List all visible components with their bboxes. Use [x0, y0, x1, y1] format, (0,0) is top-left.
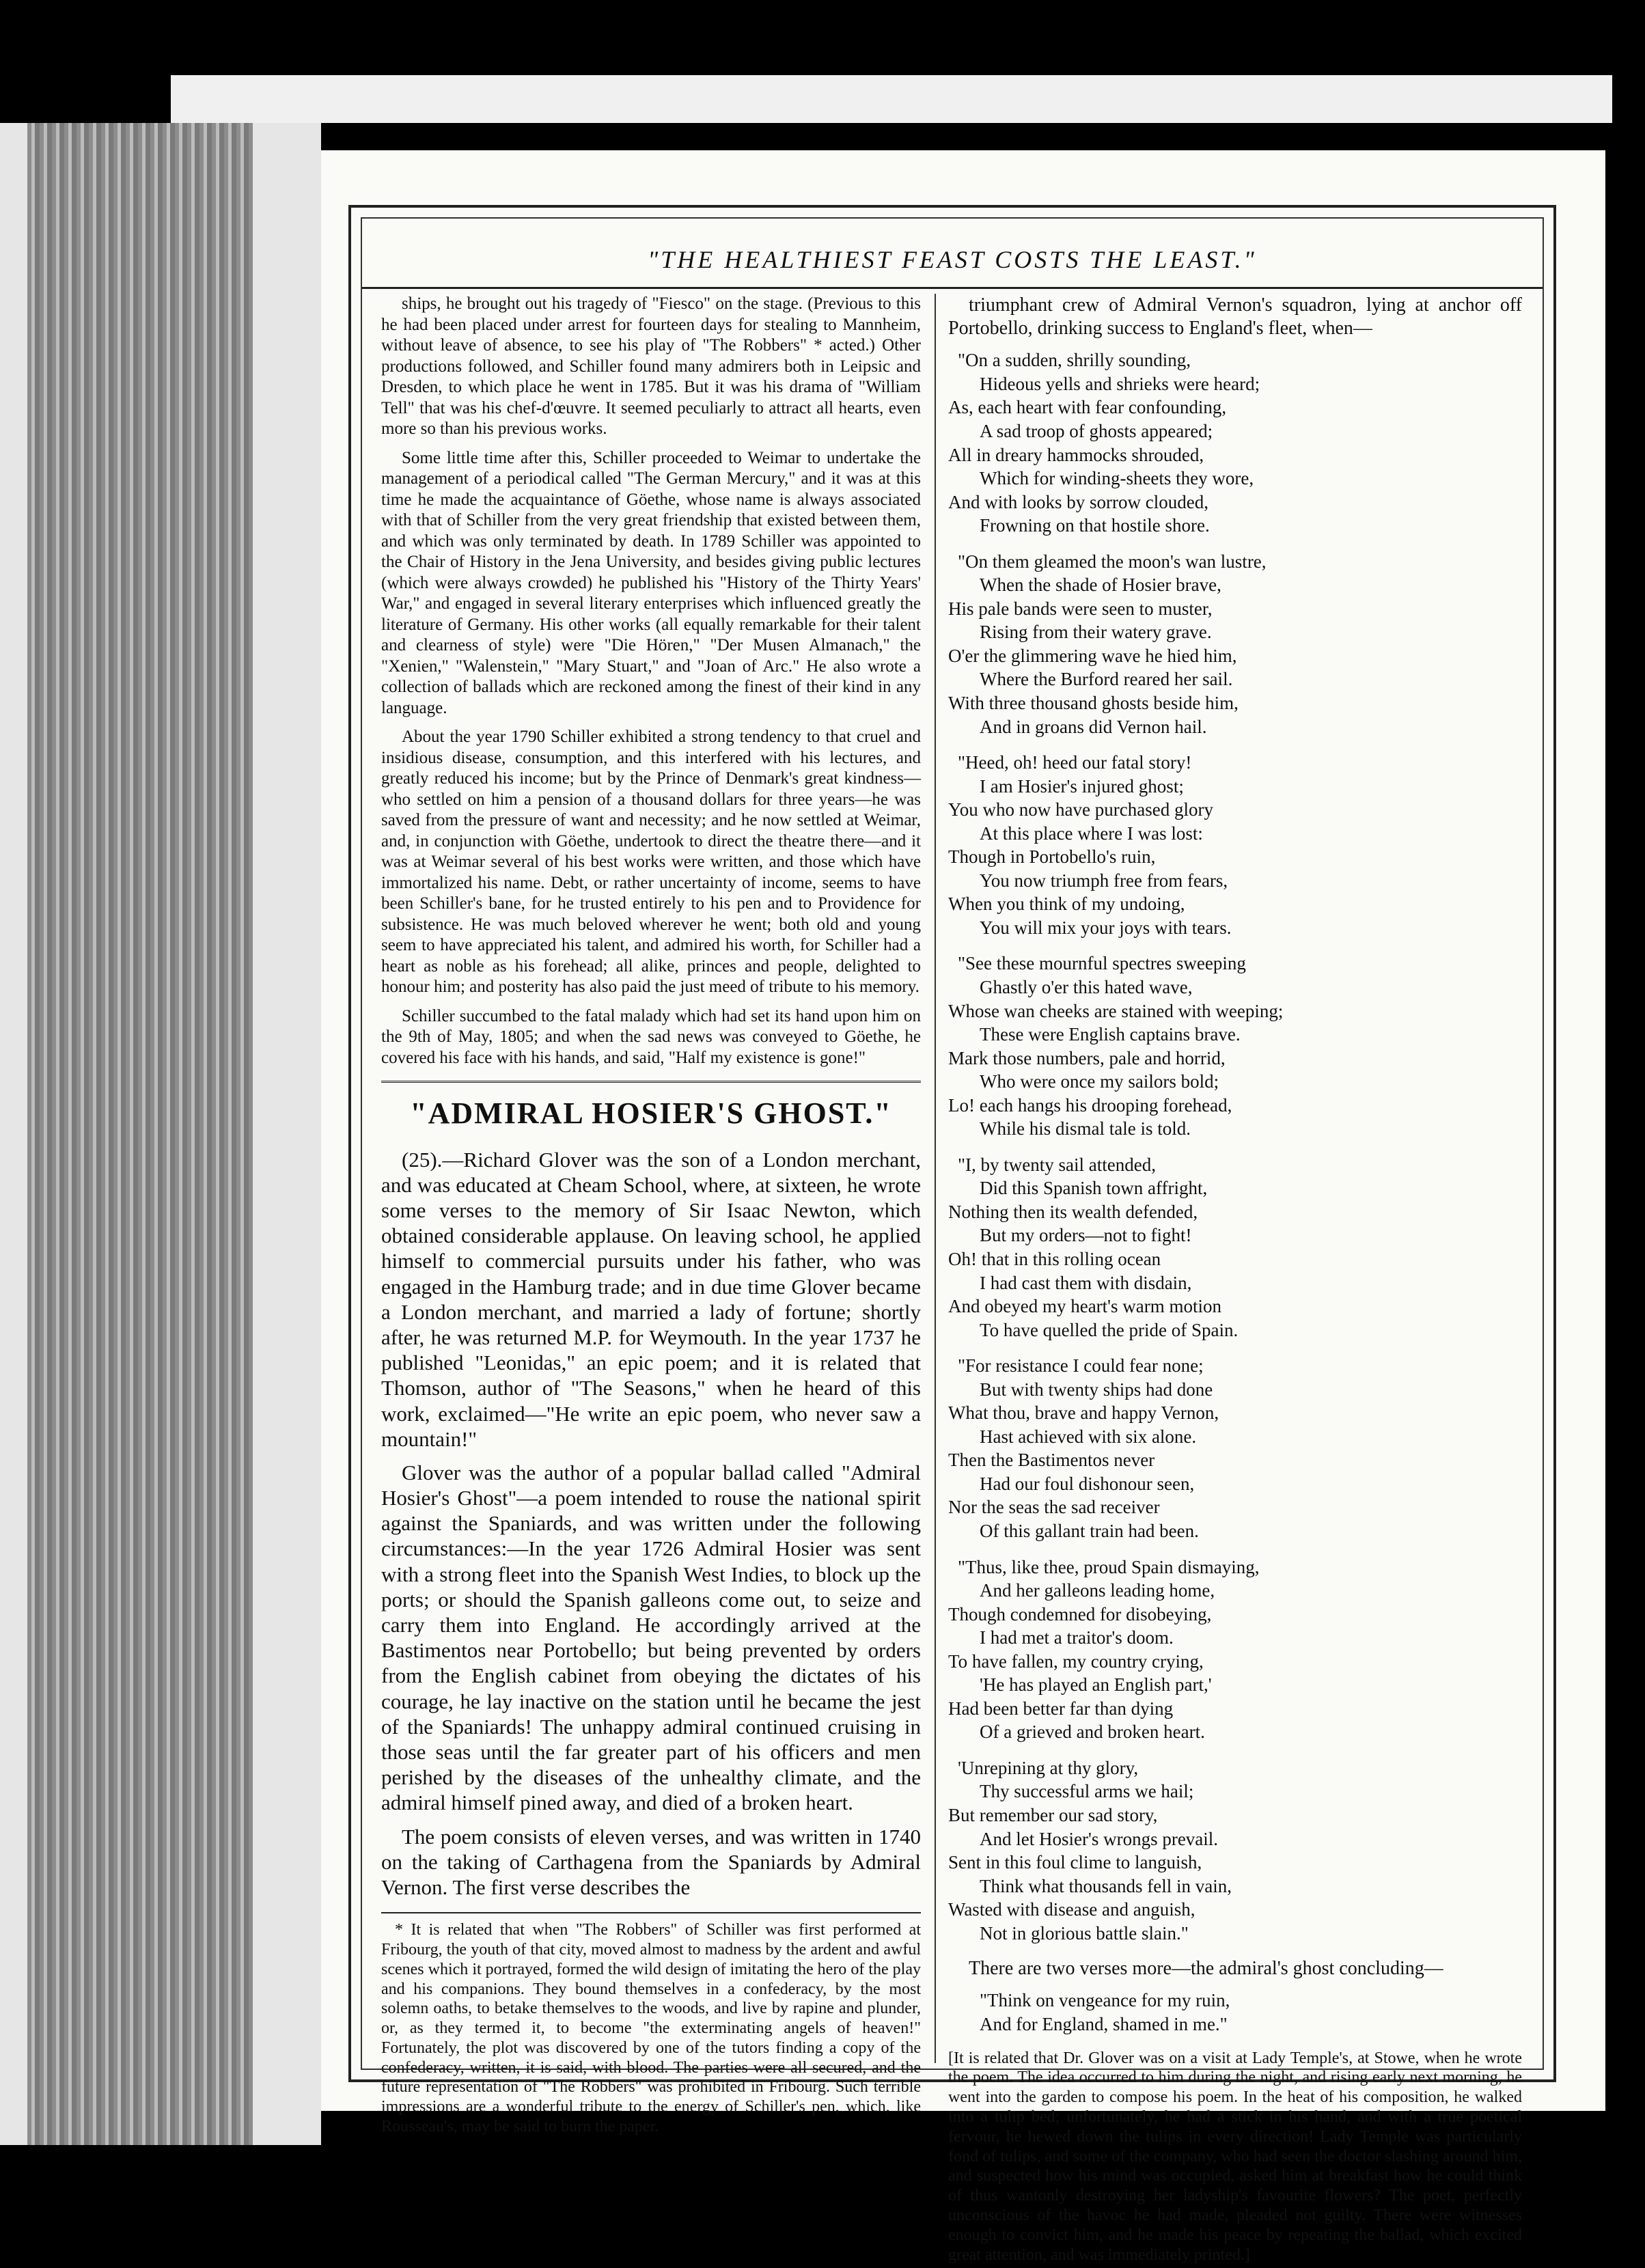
- closing-text: There are two verses more—the admiral's ghost concluding—: [969, 1958, 1443, 1980]
- verse-line: Mark those numbers, pale and horrid,: [948, 1047, 1226, 1068]
- poem: [948, 348, 1522, 1945]
- verse-line: A sad troop of ghosts appeared;: [980, 420, 1213, 441]
- verse-line: "See these mournful spectres sweeping: [958, 953, 1246, 974]
- verse-line: Hast achieved with six alone.: [980, 1426, 1197, 1447]
- column-divider: [935, 294, 936, 2063]
- verse-line: With three thousand ghosts beside him,: [948, 692, 1239, 713]
- verse-line: Where the Burford reared her sail.: [980, 669, 1233, 690]
- verse-line: "For resistance I could fear none;: [958, 1355, 1204, 1377]
- verse-line: Had our foul dishonour seen,: [980, 1473, 1195, 1494]
- section-title: "ADMIRAL HOSIER'S GHOST.": [410, 1096, 892, 1130]
- verse-line: And her galleons leading home,: [980, 1580, 1215, 1601]
- verse-line: And in groans did Vernon hail.: [980, 716, 1207, 737]
- verse-line: While his dismal tale is told.: [980, 1118, 1191, 1139]
- verse-line: Who were once my sailors bold;: [980, 1071, 1219, 1092]
- scan-top-strip: [171, 75, 1612, 123]
- verse-line: And with looks by sorrow clouded,: [948, 491, 1208, 512]
- verse-line: "On a sudden, shrilly sounding,: [958, 350, 1191, 371]
- verse-line: Though condemned for disobeying,: [948, 1603, 1212, 1624]
- stanza: [948, 550, 1522, 738]
- stanza: [948, 952, 1522, 1140]
- stanza: [948, 1354, 1522, 1543]
- paragraph: (25).—Richard Glover was the son of a London merchant, and was educated at Cheam School, where, at sixteen, he wrote some verses to the memory of Sir Isaac Newton, which obtained considerable applause. On leaving school, he applied himself to commercial pursuits under his father, who was engaged in the Hamburg trade; and in due time Glover became a London merchant, and married a lady of fortune; shortly after, he was returned M.P. for Weymouth. In the year 1737 he published "Leonidas," an epic poem; and it is related that Thomson, author of "The Seasons," when he heard of this work, exclaimed—"He write an epic poem, who never saw a mountain!": [381, 1147, 921, 1451]
- verse-line: Whose wan cheeks are stained with weeping;: [948, 1000, 1284, 1021]
- verse-line: O'er the glimmering wave he hied him,: [948, 645, 1237, 666]
- verse-line: Oh! that in this rolling ocean: [948, 1249, 1161, 1269]
- verse-line: And obeyed my heart's warm motion: [948, 1296, 1222, 1317]
- verse-line: But with twenty ships had done: [980, 1379, 1213, 1400]
- verse-line: Of this gallant train had been.: [980, 1521, 1199, 1542]
- page-frame: [348, 205, 1556, 2264]
- scan-smudge: [27, 123, 253, 2145]
- right-column: [948, 294, 1522, 2265]
- footnote-text: * It is related that when "The Robbers" of Schiller was first performed at Fribourg, the youth of that city, moved almost to madness by the ardent and awful scenes which it portrayed, formed the wild design of imitating the hero of the play and his companions. They bound themselves in a confederacy, by the most solemn oaths, to betake themselves to the woods, and live by rapine and plunder, or, as they termed it, to become "the exterminating angels of heaven!" Fortunately, the plot was discovered by one of the tutors finding a copy of the confederacy, written, it is said, with blood. The parties were all secured, and the future representation of "The Robbers" was prohibited in Fribourg. Such terrible impressions are a wonderful tribute to the energy of Schiller's pen, which, like Rousseau's, may be said to burn the paper.: [381, 1921, 921, 2136]
- schiller-section: [381, 294, 921, 1068]
- verse-line: I am Hosier's injured ghost;: [980, 775, 1184, 797]
- verse-line: His pale bands were seen to muster,: [948, 598, 1213, 619]
- verse-line: Then the Bastimentos never: [948, 1450, 1155, 1471]
- verse-line: Of a grieved and broken heart.: [980, 1721, 1205, 1743]
- verse-line: When the shade of Hosier brave,: [980, 575, 1221, 596]
- verse-line: Which for winding-sheets they wore,: [980, 468, 1254, 489]
- verse-line: Rising from their watery grave.: [980, 622, 1212, 643]
- verse-line: Hideous yells and shrieks were heard;: [980, 373, 1260, 394]
- verse-line: I had met a traitor's doom.: [980, 1627, 1174, 1648]
- verse-line: Think what thousands fell in vain,: [980, 1875, 1232, 1896]
- footnote: [381, 1912, 921, 2137]
- hosier-section: [381, 1147, 921, 1900]
- verse-line: Sent in this foul clime to languish,: [948, 1852, 1202, 1873]
- verse-line: Ghastly o'er this hated wave,: [980, 976, 1193, 997]
- left-column: [381, 294, 921, 2145]
- verse-line: When you think of my undoing,: [948, 894, 1185, 915]
- stanza: [948, 751, 1522, 939]
- verse-line: "I, by twenty sail attended,: [958, 1154, 1156, 1175]
- verse-line: And let Hosier's wrongs prevail.: [980, 1828, 1219, 1849]
- stanza: [948, 1555, 1522, 1744]
- running-header: "THE HEALTHIEST FEAST COSTS THE LEAST.": [362, 232, 1543, 289]
- verse-line: Nor the seas the sad receiver: [948, 1497, 1160, 1518]
- verse-line: Nothing then its wealth defended,: [948, 1201, 1198, 1222]
- closing-verse: [948, 1989, 1522, 2036]
- stanza: [948, 1153, 1522, 1342]
- verse-line: What thou, brave and happy Vernon,: [948, 1402, 1219, 1424]
- verse-line: You will mix your joys with tears.: [980, 917, 1232, 938]
- verse-line: "Think on vengeance for my ruin,: [980, 1990, 1230, 2011]
- verse-line: At this place where I was lost:: [980, 822, 1203, 844]
- verse-line: Though in Portobello's ruin,: [948, 846, 1156, 868]
- verse-line: Frowning on that hostile shore.: [980, 515, 1210, 536]
- verse-line: I had cast them with disdain,: [980, 1272, 1192, 1293]
- verse-line: These were English captains brave.: [980, 1024, 1241, 1045]
- paragraph: About the year 1790 Schiller exhibited a strong tendency to that cruel and insidious disease, consumption, and this interfered with his lectures, and greatly reduced his income; but by the Prince of Denmark's great kindness—who settled on him a pension of a thousand dollars for three years—he was saved from the pressure of want and necessity; and he now settled at Weimar, and, in conjunction with Göethe, undertook to direct the theatre there—and it was at Weimar several of his best works were written, and those which have immortalized his name. Debt, or rather uncertainty of income, seems to have been Schiller's bane, for he trusted entirely to his pen and to Providence for subsistence. He was much beloved wherever he went; both old and young seem to have appreciated his talent, and admired his worth, for Schiller had a heart as noble as his forehead; all alike, princes and people, delighted to honour him; and posterity has also paid the just meed of tribute to his memory.: [381, 728, 921, 996]
- facing-page-remnant: [0, 123, 321, 2145]
- document-page: [321, 150, 1605, 2264]
- verse-line: "Thus, like thee, proud Spain dismaying,: [958, 1556, 1260, 1577]
- page-frame-inner: [361, 217, 1544, 2264]
- paragraph: Some little time after this, Schiller proceeded to Weimar to undertake the management of a periodical called "The German Mercury," and it was at this time he made the acquaintance of Göethe, whose name is always associated with that of Schiller from the very great friendship that existed between them, and which was only terminated by death. In 1789 Schiller was appointed to the Chair of History in the Jena University, and besides giving public lectures (which were always crowded) he published his "History of the Thirty Years' War," and engaged in several literary enterprises which influenced greatly the literature of Germany. His other works (all equally remarkable for their talent and clearness of style) were "Die Hören," "Der Musen Almanach," the "Xenien," "Walenstein," "Mary Stuart," and "Joan of Arc." He also wrote a collection of ballads which are reckoned among the finest of their kind in any language.: [381, 448, 921, 717]
- verse-line: 'He has played an English part,': [980, 1674, 1212, 1696]
- paragraph: Schiller succumbed to the fatal malady which had set its hand upon him on the 9th of May, 1805; and when the sad news was conveyed to Göethe, he covered his face with his hands, and said, "Half my existence is gone!": [381, 1006, 921, 1067]
- verse-line: "Heed, oh! heed our fatal story!: [958, 752, 1192, 773]
- anecdote-note: [It is related that Dr. Glover was on a visit at Lady Temple's, at Stowe, when he wrote the poem. The idea occurred to him during the night, and rising early next morning, he went into the garden to compose his poem. In the heat of his composition, he walked into a tulip bed; unfortunately, he had a stick in his hand, and with a true poetical fervour, he hewed down the tulips in every direction! Lady Temple was particularly fond of tulips, and some of the company, who had seen the doctor slashing around him, and suspected how his mind was occupied, asked him at breakfast how he could think of thus wantonly destroying her ladyship's favourite flowers? The poet, perfectly unconscious of the havoc he had made, pleaded not guilty. There were witnesses enough to convict him, and he made his peace by repeating the ballad, which excited great attention, and was immediately printed.]: [948, 2049, 1522, 2264]
- verse-line: All in dreary hammocks shrouded,: [948, 444, 1204, 465]
- paragraph: Glover was the author of a popular ballad called "Admiral Hosier's Ghost"—a poem intended to rouse the national spirit against the Spaniards, and was written under the following circumstances:—In the year 1726 Admiral Hosier was sent with a strong fleet into the Spanish West Indies, to block up the ports; or should the Spanish galleons come out, to seize and carry them into England. He accordingly arrived at the Bastimentos near Portobello; but being prevented by orders from the English cabinet from obeying the dictates of his courage, he lay inactive on the station until he became the jest of the Spaniards! The unhappy admiral continued cruising in those seas until the far greater part of his officers and men perished by the diseases of the unhealthy climate, and the admiral himself pined away, and died of a broken heart.: [381, 1460, 921, 1815]
- paragraph: ships, he brought out his tragedy of "Fiesco" on the stage. (Previous to this he had been placed under arrest for fourteen days for stealing to Mannheim, without leave of absence, to see his play of "The Robbers" * acted.) Other productions followed, and Schiller found many admirers both in Leipsic and Dresden, to which place he went in 1785. But it was his drama of "William Tell" that was his chef-d'œuvre. It seemed peculiarly to attract all hearts, even more so than his previous works.: [381, 294, 921, 438]
- poem-intro: triumphant crew of Admiral Vernon's squadron, lying at anchor off Portobello, drinking success to England's fleet, when—: [948, 294, 1522, 340]
- verse-line: Wasted with disease and anguish,: [948, 1899, 1195, 1920]
- section-divider: [381, 1081, 921, 1083]
- paragraph: The poem consists of eleven verses, and was written in 1740 on the taking of Carthagena from the Spaniards by Admiral Vernon. The first verse describes the: [381, 1824, 921, 1899]
- verse-line: But my orders—not to fight!: [980, 1225, 1192, 1246]
- verse-line: You who now have purchased glory: [948, 799, 1213, 820]
- verse-line: Did this Spanish town affright,: [980, 1178, 1208, 1199]
- verse-line: You now triumph free from fears,: [980, 870, 1228, 891]
- verse-line: Had been better far than dying: [948, 1698, 1174, 1719]
- verse-line: But remember our sad story,: [948, 1805, 1158, 1826]
- verse-line: And for England, shamed in me.": [980, 2014, 1228, 2035]
- verse-line: Not in glorious battle slain.": [980, 1922, 1189, 1944]
- verse-line: To have fallen, my country crying,: [948, 1650, 1204, 1672]
- stanza: [948, 348, 1522, 537]
- verse-line: As, each heart with fear confounding,: [948, 397, 1227, 418]
- verse-line: 'Unrepining at thy glory,: [958, 1757, 1139, 1778]
- verse-line: To have quelled the pride of Spain.: [980, 1319, 1239, 1340]
- verse-line: Lo! each hangs his drooping forehead,: [948, 1094, 1232, 1116]
- verse-line: Thy successful arms we hail;: [980, 1781, 1194, 1802]
- stanza: [948, 1756, 1522, 1945]
- verse-line: "On them gleamed the moon's wan lustre,: [958, 551, 1267, 572]
